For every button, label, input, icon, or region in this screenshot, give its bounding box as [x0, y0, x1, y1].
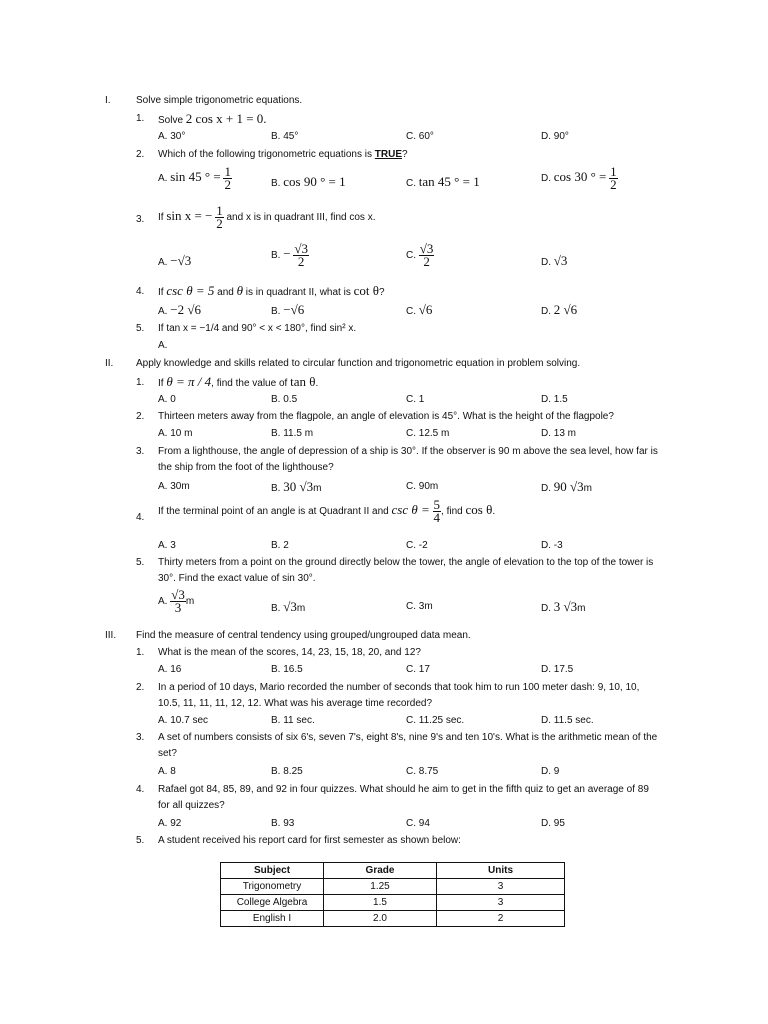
- table-cell: 2.0: [324, 911, 437, 927]
- choice-b: B. 11.5 m: [271, 428, 314, 439]
- math-expression: cos 90 ° = 1: [283, 174, 346, 189]
- choice-b: B. 45°: [271, 131, 299, 142]
- choice-d: [541, 479, 592, 495]
- question-number: 3.: [136, 446, 145, 457]
- question-text: [158, 205, 375, 230]
- question-prefix: Solve: [158, 115, 186, 126]
- question-number: 1.: [136, 647, 145, 658]
- question-number: 1.: [136, 377, 145, 388]
- column-header: Grade: [324, 863, 437, 879]
- question-number: 2.: [136, 682, 145, 693]
- choice-label: B.: [271, 483, 281, 494]
- choice-label: A.: [158, 173, 168, 185]
- math-expression: cot θ: [353, 283, 379, 298]
- choice-c: C. 94: [406, 818, 430, 829]
- question-text-line: Thirty meters from a point on the ground directly below the tower, the angle of elevation to the top of the tower is: [158, 557, 654, 568]
- question-number: 5.: [136, 557, 145, 568]
- unit: m: [577, 603, 586, 614]
- question-text: What is the mean of the scores, 14, 23, 15, 18, 20, and 12?: [158, 647, 421, 658]
- math-expression: sin 45 ° =: [170, 169, 221, 185]
- math-expression: cos θ: [465, 502, 493, 518]
- numerator: 1: [216, 203, 223, 218]
- choice-d: [541, 166, 618, 191]
- math-expression: 90 √3: [553, 479, 584, 494]
- question-mid: and: [214, 287, 237, 298]
- question-text-line: 30°. Find the exact value of sin 30°.: [158, 573, 316, 584]
- question-suffix: ?: [402, 149, 408, 160]
- question-text: Thirteen meters away from the flagpole, an angle of elevation is 45°. What is the height of the flagpole?: [158, 411, 614, 422]
- question-number: 4.: [136, 512, 145, 523]
- choice-d: D. 90°: [541, 131, 569, 142]
- question-number: 5.: [136, 835, 145, 846]
- question-number: 5.: [136, 323, 145, 334]
- question-text-line: A set of numbers consists of six 6's, seven 7's, eight 8's, nine 9's and ten 10's. What is the arithmetic mean of the: [158, 732, 658, 743]
- question-text: [158, 374, 318, 390]
- choice-a: [158, 302, 201, 318]
- question-mid: , find the value of: [211, 378, 291, 389]
- numerator: √3: [171, 587, 185, 602]
- math-expression: √3: [553, 253, 568, 268]
- question-mid: , find: [441, 506, 466, 518]
- question-prefix: If: [158, 287, 167, 298]
- question-prefix: Which of the following trigonometric equations is: [158, 149, 375, 160]
- math-expression: 2 cos x + 1 = 0.: [185, 111, 267, 126]
- question-number: 3.: [136, 732, 145, 743]
- section-numeral: I.: [105, 95, 111, 106]
- emphasis: TRUE: [374, 149, 403, 160]
- column-header: Subject: [221, 863, 324, 879]
- question-text: A student received his report card for first semester as shown below:: [158, 835, 461, 846]
- question-text-line: In a period of 10 days, Mario recorded the number of seconds that took him to run 100 meter dash: 9, 10, 10,: [158, 682, 640, 693]
- table-cell: 1.5: [324, 895, 437, 911]
- choice-a: A.: [158, 340, 168, 351]
- fraction: [223, 166, 232, 191]
- choice-a: A. 30°: [158, 131, 186, 142]
- choice-c: C. 90m: [406, 481, 439, 492]
- math-expression: csc θ =: [391, 502, 430, 518]
- choice-d: [541, 599, 586, 615]
- question-text-line: set?: [158, 748, 177, 759]
- choice-label: D.: [541, 173, 551, 185]
- table-cell: 1.25: [324, 879, 437, 895]
- question-text-line: From a lighthouse, the angle of depression of a ship is 30°. If the observer is 90 m above the sea level, how far is: [158, 446, 658, 457]
- question-suffix: .: [492, 506, 496, 518]
- choice-c: C. 3m: [406, 601, 433, 612]
- math-expression: −√3: [170, 253, 192, 268]
- choice-a: A. 3: [158, 540, 176, 551]
- question-number: 4.: [136, 286, 145, 297]
- choice-b: [271, 599, 305, 615]
- choice-d: D. 11.5 sec.: [541, 715, 594, 726]
- choice-b: B. 8.25: [271, 766, 303, 777]
- choice-a: A. 10.7 sec: [158, 715, 209, 726]
- choice-label: A.: [158, 596, 168, 608]
- choice-a: [158, 253, 191, 269]
- unit: m: [313, 483, 322, 494]
- choice-b: [271, 479, 321, 495]
- choice-a: A. 10 m: [158, 428, 193, 439]
- question-text: [158, 283, 385, 299]
- section-title: Apply knowledge and skills related to circular function and trigonometric equation in problem solving.: [136, 358, 581, 369]
- choice-b: B. 0.5: [271, 394, 298, 405]
- choice-a: A. 16: [158, 664, 182, 675]
- choice-d: D. 17.5: [541, 664, 574, 675]
- choice-c: [406, 174, 480, 190]
- math-expression: sin x = −: [166, 208, 213, 224]
- table-cell: English I: [221, 911, 324, 927]
- unit: m: [296, 603, 306, 614]
- question-text-line: 10.5, 11, 11, 11, 12, 12. What was his average time recorded?: [158, 698, 433, 709]
- denominator: 4: [433, 510, 441, 525]
- unit: m: [185, 596, 195, 608]
- choice-c: C. 17: [406, 664, 430, 675]
- question-text: [158, 149, 408, 160]
- question-prefix: If: [158, 378, 167, 389]
- section-numeral: II.: [105, 358, 114, 369]
- choice-label: B.: [271, 178, 281, 189]
- math-expression: csc θ = 5: [166, 283, 215, 298]
- question-suffix: .: [315, 378, 319, 389]
- table-cell: College Algebra: [221, 895, 324, 911]
- choice-b: B. 16.5: [271, 664, 303, 675]
- choice-a: A. 0: [158, 394, 176, 405]
- math-expression: 30 √3: [283, 479, 314, 494]
- choice-b: B. 2: [271, 540, 289, 551]
- choice-d: [541, 253, 567, 269]
- question-number: 4.: [136, 784, 145, 795]
- choice-b: B. 93: [271, 818, 295, 829]
- math-expression: 3 √3: [553, 599, 578, 614]
- choice-b: [271, 243, 309, 268]
- choice-a: [158, 589, 194, 614]
- question-text: [158, 111, 267, 127]
- column-header: Units: [437, 863, 565, 879]
- choice-b: [271, 174, 346, 190]
- choice-a: A. 92: [158, 818, 182, 829]
- question-number: 2.: [136, 149, 145, 160]
- fraction: [609, 166, 618, 191]
- choice-a: A. 30m: [158, 481, 190, 492]
- choice-d: [541, 302, 577, 318]
- choice-label: C.: [406, 178, 416, 189]
- choice-b: B. 11 sec.: [271, 715, 315, 726]
- math-expression: cos 30 ° =: [553, 169, 607, 185]
- table-row: [221, 911, 565, 927]
- choice-d: D. 9: [541, 766, 560, 777]
- question-prefix: If the terminal point of an angle is at Quadrant II and: [158, 506, 392, 518]
- choice-d: D. 95: [541, 818, 565, 829]
- choice-label: D.: [541, 306, 551, 317]
- table-cell: Trigonometry: [221, 879, 324, 895]
- math-expression: −2 √6: [170, 302, 201, 317]
- choice-c: C. 60°: [406, 131, 434, 142]
- fraction: [433, 499, 442, 524]
- choice-a: A. 8: [158, 766, 176, 777]
- choice-label: B.: [271, 250, 281, 262]
- math-expression: −√6: [283, 302, 305, 317]
- choice-b: [271, 302, 304, 318]
- denominator: 2: [610, 177, 617, 192]
- choice-label: C.: [406, 306, 416, 317]
- choice-c: C. 1: [406, 394, 425, 405]
- choice-label: D.: [541, 257, 551, 268]
- unit: m: [583, 483, 593, 494]
- math-expression: tan 45 ° = 1: [418, 174, 480, 189]
- report-card-table: [220, 862, 565, 927]
- question-suffix: ?: [378, 287, 385, 298]
- choice-c: C. -2: [406, 540, 428, 551]
- question-text-line: the ship from the foot of the lighthouse?: [158, 462, 334, 473]
- numerator: 1: [610, 164, 617, 179]
- fraction: [419, 243, 435, 268]
- numerator: 5: [433, 497, 441, 512]
- question-number: 3.: [136, 214, 145, 225]
- denominator: 2: [224, 177, 231, 192]
- choice-label: A.: [158, 257, 168, 268]
- choice-label: B.: [271, 306, 281, 317]
- choice-d: D. 1.5: [541, 394, 568, 405]
- table-header-row: [221, 863, 565, 879]
- fraction: [215, 205, 224, 230]
- table-row: [221, 879, 565, 895]
- question-number: 1.: [136, 113, 145, 124]
- choice-label: A.: [158, 306, 168, 317]
- denominator: 2: [297, 254, 305, 269]
- math-expression: θ = π / 4: [166, 374, 212, 389]
- table-cell: 3: [437, 895, 565, 911]
- question-number: 2.: [136, 411, 145, 422]
- choice-c: C. 12.5 m: [406, 428, 450, 439]
- math-expression: √6: [418, 302, 433, 317]
- choice-d: D. -3: [541, 540, 563, 551]
- numerator: √3: [419, 241, 434, 256]
- table-cell: 2: [437, 911, 565, 927]
- fraction: [293, 243, 309, 268]
- question-suffix: and x is in quadrant III, find cos x.: [223, 212, 376, 224]
- question-prefix: If: [158, 212, 167, 224]
- question-text: If tan x = −1/4 and 90° < x < 180°, find sin² x.: [158, 323, 357, 334]
- section-title: Solve simple trigonometric equations.: [136, 95, 303, 106]
- choice-c: [406, 243, 434, 268]
- math-expression: 2 √6: [553, 302, 578, 317]
- choice-label: C.: [406, 250, 416, 262]
- table-cell: 3: [437, 879, 565, 895]
- numerator: 1: [224, 164, 231, 179]
- math-expression: √3: [283, 599, 297, 614]
- choice-label: B.: [271, 603, 281, 614]
- question-mid: is in quadrant II, what is: [243, 287, 354, 298]
- math-sign: −: [283, 246, 291, 262]
- denominator: 2: [216, 216, 223, 231]
- section-title: Find the measure of central tendency using grouped/ungrouped data mean.: [136, 630, 471, 641]
- section-numeral: III.: [105, 630, 117, 641]
- choice-c: [406, 302, 432, 318]
- question-text-line: Rafael got 84, 85, 89, and 92 in four quizzes. What should he aim to get in the fifth quiz to get an average of 89: [158, 784, 649, 795]
- fraction: [170, 589, 186, 614]
- denominator: 3: [174, 600, 182, 615]
- numerator: √3: [294, 241, 308, 256]
- question-text-line: for all quizzes?: [158, 800, 225, 811]
- math-expression: tan θ: [290, 374, 316, 389]
- denominator: 2: [423, 254, 430, 269]
- choice-a: [158, 166, 232, 191]
- choice-label: D.: [541, 483, 551, 494]
- question-text: [158, 499, 495, 524]
- math-expression: θ: [236, 283, 243, 298]
- choice-label: D.: [541, 603, 551, 614]
- choice-d: D. 13 m: [541, 428, 577, 439]
- table-row: [221, 895, 565, 911]
- choice-c: C. 11.25 sec.: [406, 715, 465, 726]
- choice-c: C. 8.75: [406, 766, 439, 777]
